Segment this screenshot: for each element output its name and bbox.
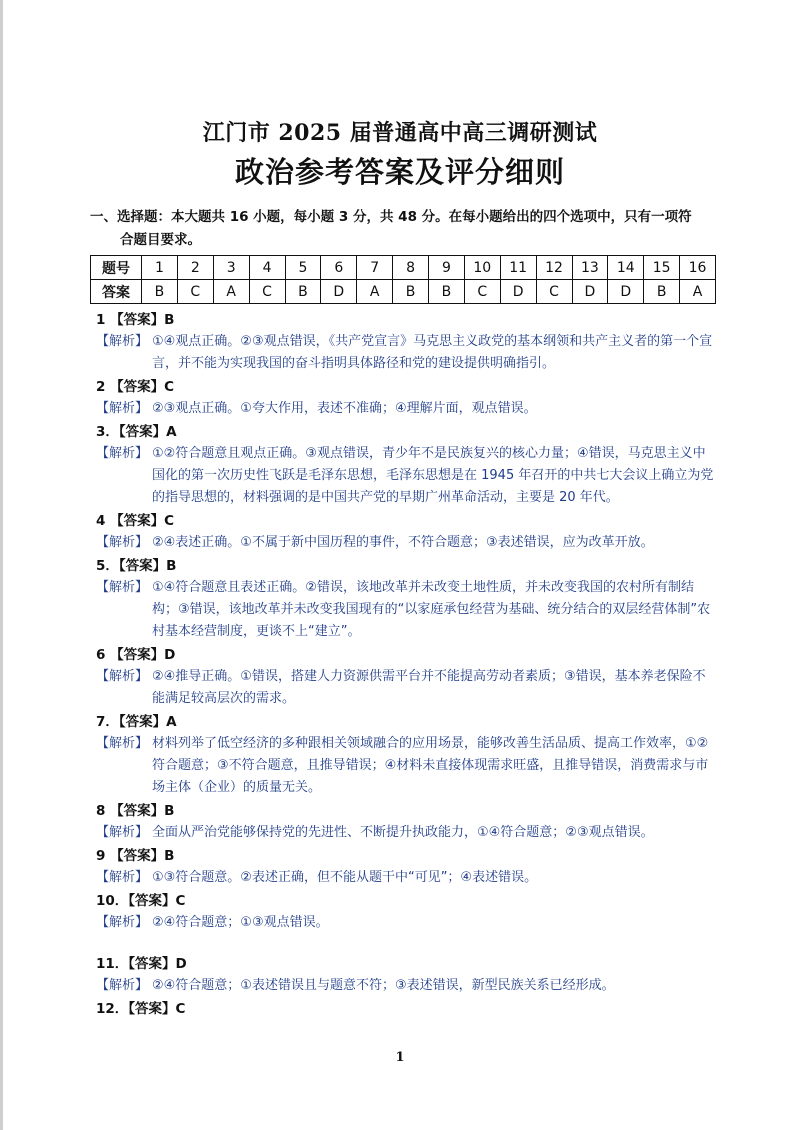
analysis-tag: 【解析】	[96, 446, 149, 461]
question-number-cell: 16	[680, 256, 716, 280]
answer-cell: D	[321, 280, 357, 304]
question-number-cell: 1	[142, 256, 178, 280]
question-number-cell: 6	[321, 256, 357, 280]
answer-cell: D	[608, 280, 644, 304]
analysis-tag: 【解析】	[96, 535, 149, 550]
answer-cell: D	[572, 280, 608, 304]
question-number-cell: 12	[536, 256, 572, 280]
analysis-tag: 【解析】	[96, 669, 149, 684]
answer-cell: C	[536, 280, 572, 304]
answer-heading: 12．【答案】C	[96, 1001, 186, 1017]
analysis-text: ②④符合题意；①③观点错误。	[152, 915, 329, 930]
answer-heading: 2 【答案】C	[96, 379, 175, 395]
section-intro-line1: 一、选择题：本大题共 16 小题，每小题 3 分，共 48 分。在每小题给出的四个选项中，只有一项符	[90, 209, 692, 225]
analysis-tag: 【解析】	[96, 334, 149, 349]
analysis-text: ②③观点正确。①夸大作用，表述不准确；④理解片面，观点错误。	[152, 401, 537, 416]
explanation	[96, 443, 716, 509]
question-number-cell: 3	[213, 256, 249, 280]
explanation	[96, 532, 716, 554]
row-label-number: 题号	[91, 256, 142, 280]
analysis-text: ①③符合题意。②表述正确，但不能从题干中“可见”；④表述错误。	[152, 870, 538, 885]
answer-heading: 10．【答案】C	[96, 893, 186, 909]
answer-cell: B	[142, 280, 178, 304]
answer-table	[90, 255, 716, 304]
question-number-cell: 5	[285, 256, 321, 280]
analysis-tag: 【解析】	[96, 915, 149, 930]
question-number-cell: 8	[393, 256, 429, 280]
analysis-text: 全面从严治党能够保持党的先进性、不断提升执政能力，①④符合题意；②③观点错误。	[152, 825, 654, 840]
analysis-tag: 【解析】	[96, 825, 149, 840]
question-number-cell: 13	[572, 256, 608, 280]
answer-cell: C	[177, 280, 213, 304]
question-number-cell: 15	[644, 256, 680, 280]
answer-cell: A	[680, 280, 716, 304]
answer-cell: C	[464, 280, 500, 304]
document-subtitle: 政治参考答案及评分细则	[234, 155, 565, 189]
answer-heading: 1 【答案】B	[96, 312, 175, 328]
answer-cell: C	[249, 280, 285, 304]
analysis-text: 材料列举了低空经济的多种跟相关领域融合的应用场景，能够改善生活品质、提高工作效率，①②符合题意；③不符合题意，且推导错误；④材料未直接体现需求旺盛，且推导错误，消费需求与市场主体（企业）的质量无关。	[152, 736, 709, 795]
explanation	[96, 666, 716, 710]
section-heading	[90, 206, 720, 252]
answer-heading: 7．【答案】A	[96, 714, 177, 730]
answer-cell: B	[393, 280, 429, 304]
answer-cell: D	[500, 280, 536, 304]
answer-table-answer-row	[91, 280, 716, 304]
explanation	[96, 398, 716, 420]
answer-heading: 3．【答案】A	[96, 424, 177, 440]
analysis-tag: 【解析】	[96, 870, 149, 885]
answer-heading: 11．【答案】D	[96, 956, 187, 972]
question-number-cell: 7	[357, 256, 393, 280]
question-number-cell: 11	[500, 256, 536, 280]
analysis-tag: 【解析】	[96, 978, 149, 993]
explanation	[96, 733, 716, 799]
answer-cell: A	[213, 280, 249, 304]
explanation	[96, 867, 716, 889]
analysis-text: ①②符合题意且观点正确。③观点错误，青少年不是民族复兴的核心力量；④错误，马克思主义中国化的第一次历史性飞跃是毛泽东思想，毛泽东思想是在 1945 年召开的中共七大会议上确立为党的指导思想的，材料强调的是中国共产党的早期广州革命活动，主要是 20 年代。	[152, 446, 714, 505]
analysis-text: ②④表述正确。①不属于新中国历程的事件，不符合题意；③表述错误，应为改革开放。	[152, 535, 654, 550]
explanation	[96, 822, 716, 844]
explanation	[96, 577, 716, 643]
question-number-cell: 2	[177, 256, 213, 280]
spacer	[96, 936, 716, 954]
question-number-cell: 14	[608, 256, 644, 280]
row-label-answer: 答案	[91, 280, 142, 304]
analysis-tag: 【解析】	[96, 580, 149, 595]
section-intro-line2: 合题目要求。	[120, 232, 201, 248]
analysis-text: ①④观点正确。②③观点错误，《共产党宣言》马克思主义政党的基本纲领和共产主义者的第一个宣言，并不能为实现我国的奋斗指明具体路径和党的建设提供明确指引。	[152, 334, 713, 371]
question-number-cell: 4	[249, 256, 285, 280]
analysis-tag: 【解析】	[96, 736, 149, 751]
analysis-text: ②④符合题意；①表述错误且与题意不符；③表述错误，新型民族关系已经形成。	[152, 978, 615, 993]
explanation	[96, 912, 716, 934]
document-title: 江门市 2025 届普通高中高三调研测试	[202, 120, 598, 146]
analysis-text: ②④推导正确。①错误，搭建人力资源供需平台并不能提高劳动者素质；③错误，基本养老保险不能满足较高层次的需求。	[152, 669, 706, 706]
answer-heading: 5．【答案】B	[96, 558, 177, 574]
answer-cell: B	[285, 280, 321, 304]
explanation	[96, 975, 716, 997]
explanations-list	[96, 310, 716, 1020]
analysis-tag: 【解析】	[96, 401, 149, 416]
answer-cell: B	[429, 280, 465, 304]
explanation	[96, 331, 716, 375]
page-number: 1	[395, 1050, 405, 1065]
answer-cell: B	[644, 280, 680, 304]
answer-heading: 6 【答案】D	[96, 647, 176, 663]
question-number-cell: 9	[429, 256, 465, 280]
answer-heading: 4 【答案】C	[96, 513, 175, 529]
answer-heading: 8 【答案】B	[96, 803, 175, 819]
answer-heading: 9 【答案】B	[96, 848, 175, 864]
analysis-text: ①④符合题意且表述正确。②错误，该地改革并未改变土地性质，并未改变我国的农村所有制结构；③错误，该地改革并未改变我国现有的“以家庭承包经营为基础、统分结合的双层经营体制”农村基本经营制度，更谈不上“建立”。	[152, 580, 711, 639]
answer-cell: A	[357, 280, 393, 304]
answer-table-number-row	[91, 256, 716, 280]
question-number-cell: 10	[464, 256, 500, 280]
